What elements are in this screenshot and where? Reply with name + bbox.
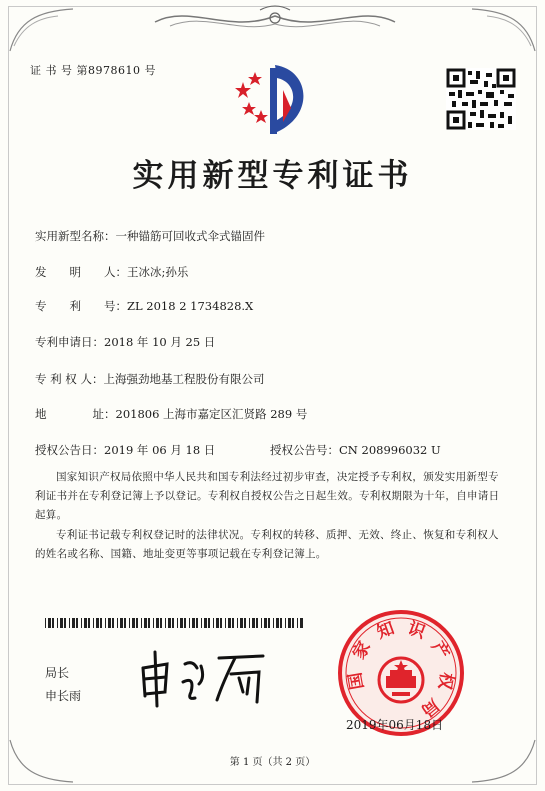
grant-number-row — [270, 442, 441, 458]
patent-number-row — [35, 298, 253, 314]
seal-date: 2019年06月18日 — [346, 718, 444, 732]
utility-name-value: 一种锚筋可回收式伞式锚固件 — [115, 229, 265, 243]
svg-text:识: 识 — [405, 618, 428, 643]
inventor-row — [35, 264, 188, 280]
svg-text:国: 国 — [345, 670, 368, 691]
owner-value: 上海强劲地基工程股份有限公司 — [103, 372, 265, 386]
grant-statement: 国家知识产权局依照中华人民共和国专利法经过初步审查，决定授予专利权，颁发实用新型专利证书并在专利登记簿上予以登记。专利权自授权公告之日起生效。专利权期限为十年，自申请日起算。 — [35, 471, 500, 521]
corner-ornament-tl — [8, 6, 78, 56]
address-value: 201806 上海市嘉定区汇贤路 289 号 — [115, 407, 308, 421]
svg-text:产: 产 — [427, 638, 453, 663]
grant-number-label: 授权公告号： — [270, 443, 339, 457]
owner-row — [35, 371, 264, 387]
apply-date-value: 2018 年 10 月 25 日 — [104, 335, 216, 349]
owner-label: 专 利 权 人： — [35, 372, 104, 386]
page-footer: 第 1 页（共 2 页） — [229, 757, 316, 768]
inventor-label: 发 明 人： — [35, 265, 127, 279]
patent-number-value: ZL 2018 2 1734828.X — [127, 299, 254, 313]
grant-date-row — [35, 442, 215, 458]
svg-text:权: 权 — [434, 670, 457, 691]
apply-date-row — [35, 334, 215, 350]
director-title: 局长 — [45, 666, 70, 680]
corner-ornament-tr — [467, 6, 537, 56]
inventor-value: 王冰冰;孙乐 — [127, 265, 189, 279]
address-label: 地 址： — [35, 407, 116, 421]
director-name: 申长雨 — [45, 689, 82, 703]
director-signature — [135, 648, 275, 708]
svg-text:家: 家 — [349, 638, 375, 663]
grant-number-value: CN 208996032 U — [339, 443, 441, 457]
top-ornament — [150, 4, 400, 36]
utility-name-row — [35, 228, 265, 244]
barcode-icon — [45, 618, 305, 628]
address-row — [35, 406, 307, 422]
grant-date-value: 2019 年 06 月 18 日 — [104, 443, 216, 457]
utility-name-label: 实用新型名称： — [35, 229, 116, 243]
certificate-title: 实用新型专利证书 — [132, 158, 413, 194]
svg-text:知: 知 — [374, 618, 397, 643]
certificate-number: 证 书 号 第8978610 号 — [30, 64, 156, 77]
svg-text:局: 局 — [417, 695, 443, 721]
qr-code-icon — [446, 68, 516, 130]
cnipa-logo-icon — [225, 60, 320, 140]
patent-number-label: 专 利 号： — [35, 299, 127, 313]
apply-date-label: 专利申请日： — [35, 335, 104, 349]
legal-note: 专利证书记载专利权登记时的法律状况。专利权的转移、质押、无效、终止、恢复和专利权人的姓名或名称、国籍、地址变更等事项记载在专利登记簿上。 — [35, 529, 499, 560]
grant-date-label: 授权公告日： — [35, 443, 104, 457]
